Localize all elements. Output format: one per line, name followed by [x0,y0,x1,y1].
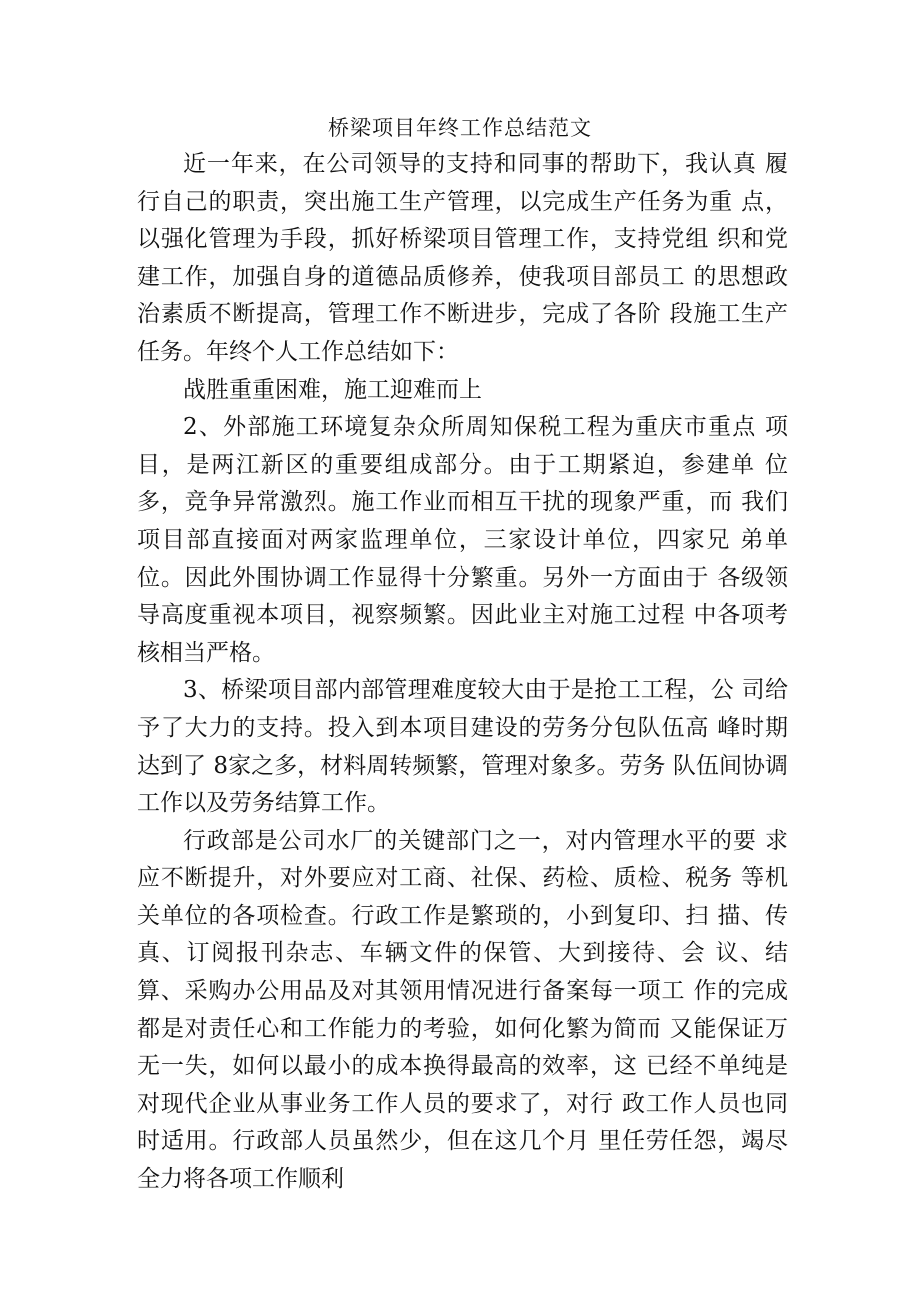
document-title: 桥梁项目年终工作总结范文 [328,116,592,140]
paragraph-item-3: 3、桥梁项目部内部管理难度较大由于是抢工工程，公 司给予了大力的支持。投入到本项目建设的劳务分包队伍高 峰时期达到了 8家之多，材料周转频繁，管理对象多。劳务 队伍间协调工作以及劳务结算工作。 [137,677,788,817]
paragraph-heading: 战胜重重困难，施工迎难而上 [183,376,482,403]
paragraph-admin: 行政部是公司水厂的关键部门之一，对内管理水平的要 求应不断提升，对外要应对工商、社保、药检、质检、税务 等机关单位的各项检查。行政工作是繁琐的，小到复印、扫 描、传真、订阅报刊杂志、车辆文件的保管、大到接待、会 议、结算、采购办公用品及对其领用情况进行备案每一项工 作的完成都是对责任心和工作能力的考验，如何化繁为简而 又能保证万无一失，如何以最小的成本换得最高的效率，这 已经不单纯是对现代企业从事业务工作人员的要求了，对行 政工作人员也同时适用。行政部人员虽然少，但在这几个月 里任劳任怨，竭尽全力将各项工作顺利 [137,827,788,1193]
paragraph-item-2: 2、外部施工环境复杂众所周知保税工程为重庆市重点 项目，是两江新区的重要组成部分。由于工期紧迫，参建单 位多，竞争异常激烈。施工作业而相互干扰的现象严重，而 我们项目部直接面对两家监理单位，三家设计单位，四家兄 弟单位。因此外围协调工作显得十分繁重。另外一方面由于 各级领导高度重视本项目，视察频繁。因此业主对施工过程 中各项考核相当严格。 [137,414,788,666]
document-body [137,146,788,1199]
paragraph-intro: 近一年来，在公司领导的支持和同事的帮助下，我认真 履行自己的职责，突出施工生产管理，以完成生产任务为重 点，以强化管理为手段，抓好桥梁项目管理工作，支持党组 织和党建工作，加强自身的道德品质修养，使我项目部员工 的思想政治素质不断提高，管理工作不断进步，完成了各阶 段施工生产任务。年终个人工作总结如下： [137,151,788,365]
